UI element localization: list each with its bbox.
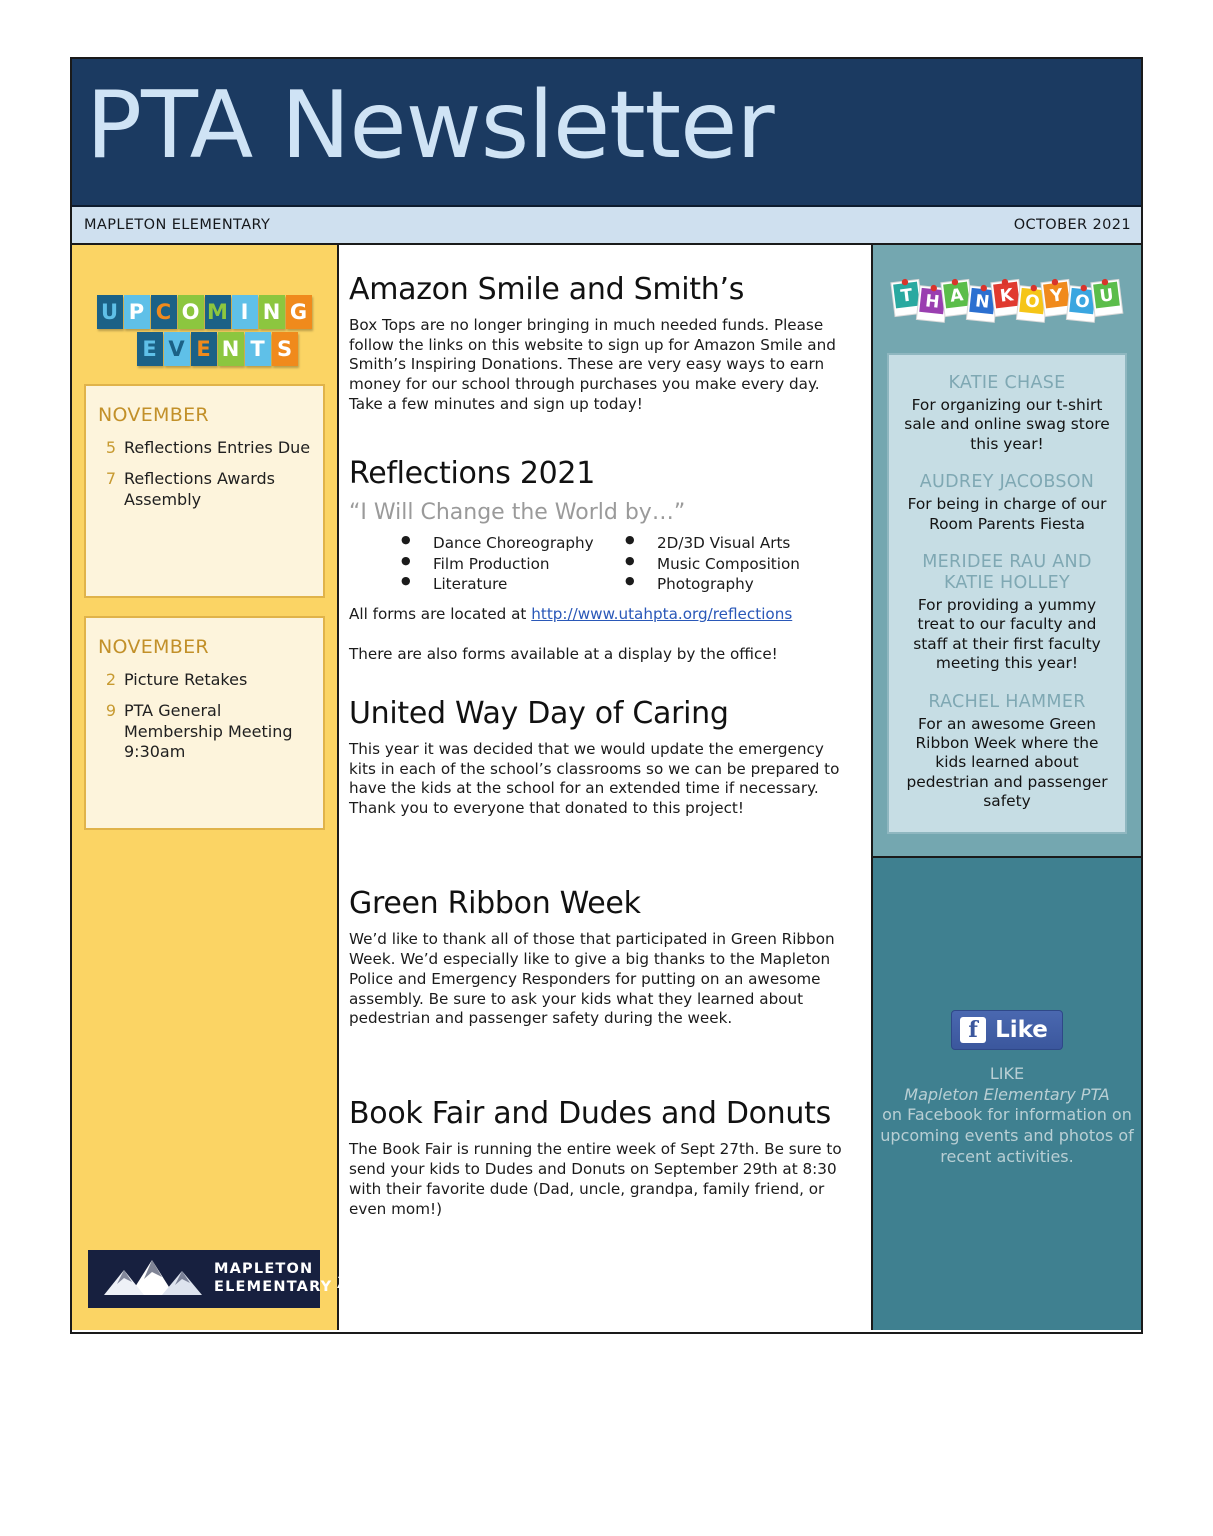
logo-letter-tile: T xyxy=(245,332,271,366)
spacer xyxy=(349,1035,849,1071)
category-item: ● 2D/3D Visual Arts xyxy=(625,533,849,554)
thank-you-name: KATIE CHASE xyxy=(948,373,1066,393)
category-item: ● Film Production xyxy=(401,554,625,575)
event-month-heading: NOVEMBER xyxy=(98,404,209,426)
article-united-way xyxy=(349,697,849,819)
event-item xyxy=(98,438,311,458)
svg-text:T: T xyxy=(899,285,914,307)
svg-text:N: N xyxy=(974,291,991,313)
facebook-panel xyxy=(873,858,1141,1330)
main-content xyxy=(339,245,873,1330)
svg-text:Y: Y xyxy=(1049,285,1064,307)
article-title: Reflections 2021 xyxy=(349,456,595,492)
event-card xyxy=(84,384,325,598)
logo-letter-tile: S xyxy=(272,332,298,366)
logo-letter-tile: O xyxy=(178,295,204,329)
svg-text:H: H xyxy=(924,291,941,313)
logo-letter-tile: P xyxy=(124,295,150,329)
school-logo-line2: ELEMENTARY xyxy=(214,1279,333,1295)
logo-letter-tile: N xyxy=(259,295,285,329)
facebook-like-label: Like xyxy=(995,1016,1048,1043)
spacer xyxy=(349,421,849,457)
thank-you-reason: For providing a yummy treat to our faculty and staff at their first faculty meeting this year! xyxy=(913,596,1101,673)
article-subtitle: “I Will Change the World by…” xyxy=(349,499,686,525)
event-day: 5 xyxy=(105,438,116,457)
thank-you-polaroid xyxy=(1091,277,1123,316)
forms-prefix-text: All forms are located at xyxy=(349,605,532,624)
logo-letter-tile: G xyxy=(286,295,312,329)
upcoming-events-logo-line1 xyxy=(97,295,313,329)
article-body: Box Tops are no longer bringing in much needed funds. Please follow the links on this website to sign up for Amazon Smile and Smith’s Inspiring Donations. These are very easy ways to earn money for our school through purchases you make every day. Take a few minutes and sign up today! xyxy=(349,315,836,414)
article-book-fair xyxy=(349,1097,849,1219)
forms-office-note: There are also forms available at a display by the office! xyxy=(349,645,778,664)
article-title: Book Fair and Dudes and Donuts xyxy=(349,1096,831,1132)
article-title: Amazon Smile and Smith’s xyxy=(349,272,745,307)
issue-date-label: OCTOBER 2021 xyxy=(1013,217,1131,233)
body-columns xyxy=(72,245,1141,1330)
logo-letter-tile: V xyxy=(164,332,190,366)
event-description: PTA General Membership Meeting 9:30am xyxy=(124,701,293,762)
spacer xyxy=(349,861,849,887)
event-item xyxy=(98,701,311,762)
thank-you-panel xyxy=(873,245,1141,858)
facebook-icon: f xyxy=(960,1017,986,1043)
article-body: The Book Fair is running the entire week of Sept 27th. Be sure to send your kids to Dudes and Donuts on September 29th at 8:30 with their favorite dude (Dad, uncle, grandpa, family friend, or even mom!) xyxy=(349,1139,842,1218)
thank-you-reason: For an awesome Green Ribbon Week where the kids learned about pedestrian and passenger safety xyxy=(906,714,1108,811)
event-item xyxy=(98,469,311,510)
upcoming-events-logo-line2 xyxy=(137,332,299,366)
mountain-icon xyxy=(94,1257,214,1301)
thank-you-reason: For organizing our t-shirt sale and online swag store this year! xyxy=(904,396,1110,453)
logo-letter-tile: U xyxy=(97,295,123,329)
facebook-like-button[interactable] xyxy=(951,1010,1063,1050)
thank-you-name: RACHEL HAMMER xyxy=(928,691,1086,712)
thank-you-name: MERIDEE RAU AND KATIE HOLLEY xyxy=(922,552,1092,594)
svg-text:A: A xyxy=(948,285,965,307)
article-body: This year it was decided that we would update the emergency kits in each of the school’s classrooms so we can be prepared to have the kids at the school for an extended time if necessary. Thank you to everyone that donated to this project! xyxy=(349,739,840,818)
category-item: ● Dance Choreography xyxy=(401,533,625,554)
event-month-heading: NOVEMBER xyxy=(98,636,209,658)
article-green-ribbon-week xyxy=(349,887,849,1029)
thank-you-name: AUDREY JACOBSON xyxy=(919,472,1095,493)
logo-letter-tile: N xyxy=(218,332,244,366)
spacer xyxy=(349,825,849,861)
svg-text:U: U xyxy=(1098,285,1115,307)
school-name-label: MAPLETON ELEMENTARY xyxy=(84,217,271,233)
school-logo xyxy=(88,1250,333,1308)
school-logo-line1: MAPLETON xyxy=(214,1261,314,1278)
event-day: 9 xyxy=(105,701,116,721)
logo-letter-tile: C xyxy=(151,295,177,329)
sidebar-upcoming-events xyxy=(72,245,339,1330)
svg-text:K: K xyxy=(998,285,1015,307)
event-day: 7 xyxy=(105,469,116,489)
event-item xyxy=(98,670,311,690)
sidebar-thank-you xyxy=(873,245,1141,1330)
school-logo-text xyxy=(214,1261,332,1296)
article-title: United Way Day of Caring xyxy=(349,696,729,732)
logo-letter-tile: E xyxy=(191,332,217,366)
event-description: Reflections Entries Due xyxy=(124,438,311,457)
article-body: We’d like to thank all of those that participated in Green Ribbon Week. We’d especially like to give a big thanks to the Mapleton Police and Emergency Responders for putting on an awesome assembly. Be sure to ask your kids what they learned about pedestrian and passenger safety during the week. xyxy=(349,929,835,1028)
subheader-bar xyxy=(72,207,1141,245)
facebook-caption-line1: LIKE xyxy=(989,1063,1025,1083)
facebook-caption-line3: on Facebook for information on upcoming events and photos of recent activities. xyxy=(880,1105,1134,1167)
event-day: 2 xyxy=(105,670,116,689)
article-amazon-smile xyxy=(349,273,849,415)
facebook-caption xyxy=(873,1064,1141,1168)
thank-you-logo xyxy=(873,271,1141,335)
categories-column-left xyxy=(401,533,625,595)
svg-text:O: O xyxy=(1074,291,1091,313)
thank-you-reason: For being in charge of our Room Parents Fiesta xyxy=(907,495,1107,533)
categories-column-right xyxy=(625,533,849,595)
thank-you-card xyxy=(887,353,1127,834)
masthead xyxy=(72,59,1141,207)
svg-text:O: O xyxy=(1024,291,1041,313)
pine-tree-icon xyxy=(334,1255,356,1303)
category-item: ● Photography xyxy=(625,574,849,595)
spacer xyxy=(349,671,849,697)
spacer xyxy=(349,1071,849,1097)
logo-letter-tile: I xyxy=(232,295,258,329)
facebook-page-name: Mapleton Elementary PTA xyxy=(904,1084,1110,1104)
logo-letter-tile: M xyxy=(205,295,231,329)
reflections-categories xyxy=(401,533,849,595)
event-description: Picture Retakes xyxy=(124,670,248,689)
reflections-forms-link[interactable]: http://www.utahpta.org/reflections xyxy=(531,605,793,624)
upcoming-events-logo xyxy=(72,245,337,366)
article-reflections xyxy=(349,457,849,665)
page-title: PTA Newsletter xyxy=(86,71,774,179)
category-item: ● Literature xyxy=(401,574,625,595)
article-title: Green Ribbon Week xyxy=(349,886,641,922)
forms-location-line xyxy=(349,605,849,625)
spacer xyxy=(349,631,849,645)
newsletter-page xyxy=(70,57,1143,1334)
event-description: Reflections Awards Assembly xyxy=(124,469,276,509)
category-item: ● Music Composition xyxy=(625,554,849,575)
event-card xyxy=(84,616,325,830)
logo-letter-tile: E xyxy=(137,332,163,366)
